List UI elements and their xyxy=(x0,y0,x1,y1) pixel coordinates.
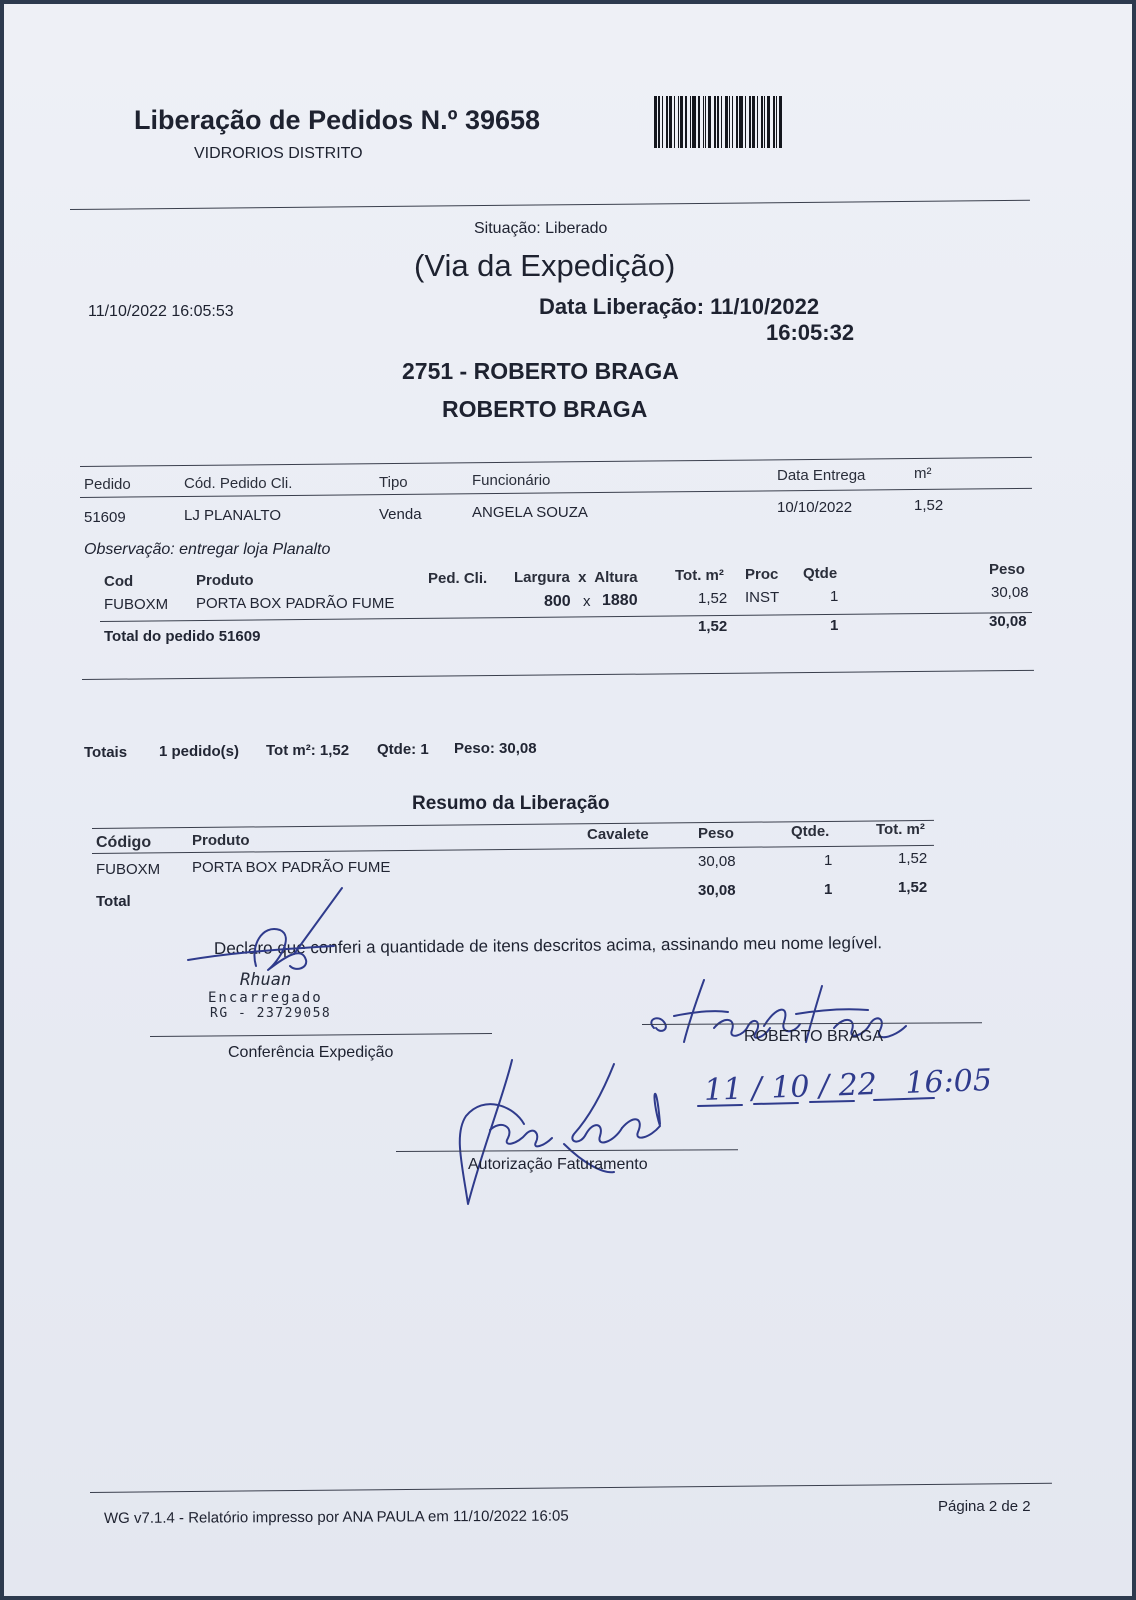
conferencia-signature-line xyxy=(150,1033,492,1037)
totals-m2: Tot m²: 1,52 xyxy=(266,742,350,759)
item-tot-m2: 1,52 xyxy=(698,590,728,607)
conferencia-label: Conferência Expedição xyxy=(228,1044,394,1061)
item-produto: PORTA BOX PADRÃO FUME xyxy=(196,595,395,612)
barcode-bar xyxy=(705,96,706,148)
stamp-rg: RG - 23729058 xyxy=(210,1006,332,1021)
barcode-bar xyxy=(692,96,696,148)
order-observation: Observação: entregar loja Planalto xyxy=(84,541,331,558)
stamp-role: Encarregado xyxy=(208,990,323,1006)
summary-col-cavalete: Cavalete xyxy=(587,826,649,843)
barcode-bar xyxy=(717,96,719,148)
summary-peso: 30,08 xyxy=(698,853,736,870)
order-type: Venda xyxy=(379,506,422,523)
item-col-peso: Peso xyxy=(989,561,1025,578)
summary-qtde: 1 xyxy=(824,852,833,869)
client-name: ROBERTO BRAGA xyxy=(442,396,648,422)
order-section-bottom-rule xyxy=(82,670,1034,680)
barcode-bar xyxy=(764,96,765,148)
via-label: (Via da Expedição) xyxy=(414,248,676,283)
header-divider xyxy=(70,200,1030,210)
barcode-bar xyxy=(745,96,746,148)
barcode-bar xyxy=(736,96,738,148)
barcode-bar xyxy=(729,96,730,148)
stamp-name: Rhuan xyxy=(240,970,292,990)
order-total-label: Total do pedido 51609 xyxy=(104,628,261,645)
col-m2: m² xyxy=(914,465,932,482)
client-code-name: 2751 - ROBERTO BRAGA xyxy=(402,358,679,384)
barcode-bar xyxy=(732,96,733,148)
barcode-bar xyxy=(773,96,775,148)
barcode-bar xyxy=(680,96,683,148)
barcode-bar xyxy=(703,96,704,148)
footer-printed-by: WG v7.1.4 - Relatório impresso por ANA PAULA em 11/10/2022 16:05 xyxy=(103,1507,569,1527)
totals-qtde: Qtde: 1 xyxy=(377,741,429,758)
signature-ana-paula xyxy=(444,1054,684,1214)
barcode-bar xyxy=(662,96,663,148)
barcode-bar xyxy=(678,96,679,148)
item-col-tot-m2: Tot. m² xyxy=(675,567,724,584)
footer-rule xyxy=(90,1483,1052,1493)
barcode-bar xyxy=(752,96,755,148)
release-time: 16:05:32 xyxy=(766,320,855,345)
barcode-bar xyxy=(654,96,657,148)
summary-col-peso: Peso xyxy=(698,825,734,842)
declaration-text: Declaro que conferi a quantidade de itens descritos acima, assinando meu nome legível. xyxy=(213,933,883,958)
item-x: x xyxy=(583,593,591,610)
handwritten-date: 11 / 10 / 22 16:05 xyxy=(703,1062,993,1109)
summary-title: Resumo da Liberação xyxy=(412,793,610,814)
item-col-cod: Cod xyxy=(104,573,134,590)
barcode-bar xyxy=(658,96,660,148)
item-col-ped-cli: Ped. Cli. xyxy=(428,570,488,587)
item-altura: 1880 xyxy=(602,592,638,609)
situation-label: Situação: Liberado xyxy=(474,220,608,237)
order-total-m2: 1,52 xyxy=(698,618,728,635)
barcode-bar xyxy=(666,96,668,148)
order-total-qtde: 1 xyxy=(830,617,839,634)
item-total-rule xyxy=(100,612,1032,622)
summary-tot-m2: 1,52 xyxy=(898,850,928,867)
barcode-bar xyxy=(779,96,782,148)
barcode-bar xyxy=(674,96,675,148)
totals-label: Totais xyxy=(84,744,128,761)
col-cod-pedido-cli: Cód. Pedido Cli. xyxy=(184,475,293,492)
footer-page-number: Página 2 de 2 xyxy=(938,1498,1031,1515)
summary-total-peso: 30,08 xyxy=(698,882,736,899)
order-table-top-rule xyxy=(80,457,1032,467)
barcode-bar xyxy=(767,96,770,148)
order-employee: ANGELA SOUZA xyxy=(472,504,588,521)
summary-col-codigo: Código xyxy=(96,834,152,851)
summary-produto: PORTA BOX PADRÃO FUME xyxy=(192,859,391,876)
col-funcionario: Funcionário xyxy=(472,472,551,489)
order-delivery-date: 10/10/2022 xyxy=(777,499,853,516)
signature-rhuan xyxy=(184,884,364,984)
autorizacao-label: Autorização Faturamento xyxy=(468,1156,648,1173)
order-client-code: LJ PLANALTO xyxy=(184,507,281,524)
col-pedido: Pedido xyxy=(84,476,131,493)
order-number: 51609 xyxy=(84,509,126,526)
summary-col-produto: Produto xyxy=(192,832,250,849)
barcode-bar xyxy=(739,96,743,148)
item-col-qtde: Qtde xyxy=(803,565,838,582)
barcode-bar xyxy=(749,96,751,148)
summary-codigo: FUBOXM xyxy=(96,861,161,878)
order-total-peso: 30,08 xyxy=(989,613,1027,630)
barcode-bar xyxy=(685,96,687,148)
item-col-proc: Proc xyxy=(745,566,779,583)
barcode-bar xyxy=(714,96,716,148)
barcode-bar xyxy=(757,96,758,148)
item-col-produto: Produto xyxy=(196,572,254,589)
barcode-bar xyxy=(669,96,672,148)
item-peso: 30,08 xyxy=(991,584,1029,601)
item-cod: FUBOXM xyxy=(104,596,169,613)
summary-total-label: Total xyxy=(96,893,131,910)
order-m2: 1,52 xyxy=(914,497,944,514)
item-largura: 800 xyxy=(544,593,571,610)
barcode-bar xyxy=(708,96,711,148)
totals-pedidos: 1 pedido(s) xyxy=(159,743,240,760)
summary-col-tot-m2: Tot. m² xyxy=(876,821,925,838)
summary-total-tot-m2: 1,52 xyxy=(898,879,928,896)
company-name: VIDRORIOS DISTRITO xyxy=(194,145,363,162)
printed-timestamp: 11/10/2022 16:05:53 xyxy=(88,303,234,320)
document-title: Liberação de Pedidos N.º 39658 xyxy=(134,105,541,135)
summary-col-qtde: Qtde. xyxy=(791,823,830,840)
handwritten-date-underline xyxy=(694,1094,954,1110)
barcode-bar xyxy=(721,96,722,148)
totals-peso: Peso: 30,08 xyxy=(454,740,537,757)
document-page xyxy=(4,4,1132,1596)
col-tipo: Tipo xyxy=(379,474,408,491)
item-col-dims: Largura x Altura xyxy=(514,569,638,586)
barcode-bar xyxy=(761,96,763,148)
client-signature-label: ROBERTO BRAGA xyxy=(744,1028,883,1045)
item-proc: INST xyxy=(745,589,780,606)
release-date: Data Liberação: 11/10/2022 xyxy=(539,294,820,319)
barcode-bar xyxy=(776,96,777,148)
barcode xyxy=(654,96,824,148)
summary-total-qtde: 1 xyxy=(824,881,833,898)
barcode-bar xyxy=(698,96,700,148)
barcode-bar xyxy=(725,96,728,148)
col-data-entrega: Data Entrega xyxy=(777,467,866,484)
item-qtde: 1 xyxy=(830,588,839,605)
barcode-bar xyxy=(690,96,691,148)
